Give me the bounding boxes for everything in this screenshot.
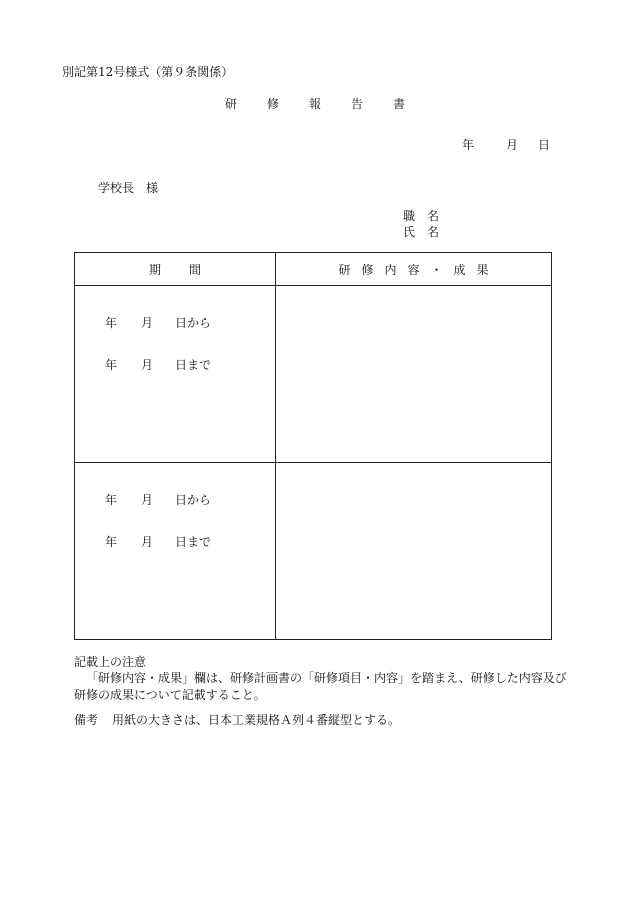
- period-to: 年 月 日まで: [105, 358, 212, 372]
- period-from: 年 月 日から: [105, 493, 212, 507]
- table-row: [75, 463, 552, 640]
- name-char: 氏: [403, 225, 416, 239]
- notes-body: 「研修内容・成果」欄は、研修計画書の「研修項目・内容」を踏まえ、研修した内容及び研修の成果について記載すること。: [74, 671, 567, 702]
- period-cell: [75, 463, 276, 640]
- content-cell[interactable]: [276, 286, 552, 463]
- title-char: 書: [393, 97, 406, 111]
- period-to: 年 月 日まで: [105, 535, 212, 549]
- position-label: [403, 210, 439, 222]
- name-char: 名: [427, 225, 440, 239]
- date-line: [462, 139, 550, 151]
- title-char: 告: [351, 97, 364, 111]
- remark-label: 備考: [74, 713, 99, 727]
- document-title: [225, 98, 435, 110]
- title-char: 研: [225, 97, 238, 111]
- title-char: 修: [267, 97, 280, 111]
- position-char: 名: [427, 209, 440, 223]
- name-label: [403, 226, 439, 238]
- report-table: [74, 252, 552, 640]
- period-from: 年 月 日から: [105, 316, 212, 330]
- addressee: 学校長 様: [98, 181, 159, 195]
- content-cell[interactable]: [276, 463, 552, 640]
- table-row: [75, 286, 552, 463]
- date-month: 月: [506, 138, 519, 152]
- remark: [74, 714, 400, 726]
- header-content: 研 修 内 容 ・ 成 果: [276, 253, 552, 286]
- title-char: 報: [309, 97, 322, 111]
- header-period: 期 間: [75, 253, 276, 286]
- position-char: 職: [403, 209, 416, 223]
- date-day: 日: [538, 138, 551, 152]
- notes-title: 記載上の注意: [74, 655, 147, 669]
- remark-text: 用紙の大きさは、日本工業規格Ａ列４番縦型とする。: [112, 713, 401, 727]
- period-cell: [75, 286, 276, 463]
- table-header-row: [75, 253, 552, 286]
- form-number: 別記第12号様式（第９条関係）: [62, 65, 234, 79]
- date-year: 年: [462, 138, 475, 152]
